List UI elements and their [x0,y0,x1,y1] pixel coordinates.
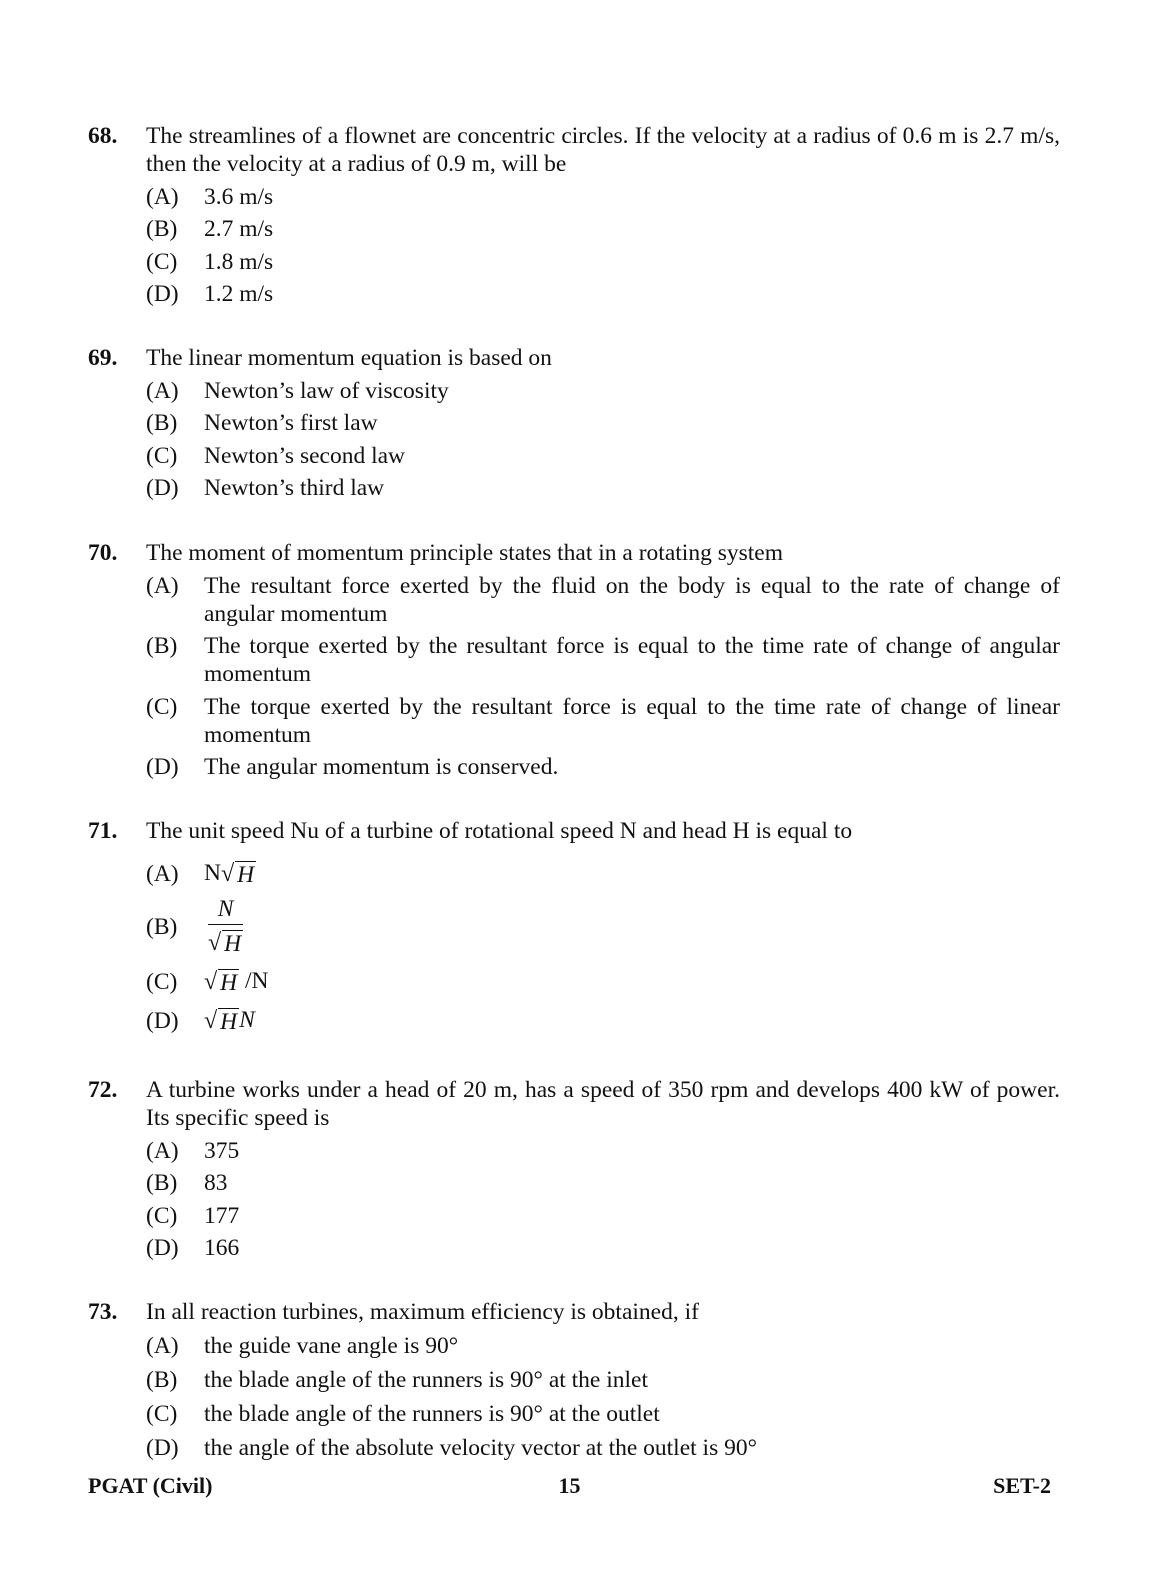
option-c [146,1400,1060,1428]
option-label: (C) [146,248,178,275]
option-c [146,248,1060,276]
option-d [146,1006,1060,1035]
option-text: 1.8 m/s [204,248,274,275]
option-label: (C) [146,442,178,469]
question-number: 69. [88,345,118,371]
square-root: √ H [220,861,255,889]
option-b [146,1366,1060,1394]
option-formula [204,896,1060,957]
option-text: 177 [204,1202,240,1229]
option-label: (C) [146,1401,178,1427]
option-text: Newton’s first law [204,410,378,436]
option-label: (D) [146,1435,179,1461]
question-stem: In all reaction turbines, maximum efficiency is obtained, if [146,1299,699,1325]
option-text: The angular momentum is conserved. [204,754,559,780]
option-b [146,1169,1060,1197]
option-formula [204,1006,1060,1035]
options-list [146,1137,1060,1263]
page-footer [88,1472,1051,1500]
question-number: 71. [88,818,118,844]
option-text: 3.6 m/s [204,183,274,210]
option-label: (D) [146,1007,179,1034]
option-b [146,896,1060,957]
question-stem: The linear momentum equation is based on [146,345,552,371]
question-70 [88,539,1060,781]
question-number: 73. [88,1299,118,1325]
option-a [146,183,1060,211]
option-text: Newton’s second law [204,442,406,469]
option-c [146,693,1060,749]
option-label: (B) [146,913,178,940]
option-label: (A) [146,183,179,210]
option-text: 1.2 m/s [204,281,274,307]
option-text: Newton’s law of viscosity [204,377,449,404]
question-71 [88,817,1060,1035]
formula-suffix: N [239,1007,255,1034]
option-c [146,442,1060,470]
fraction-numerator: N [217,896,234,923]
option-c [146,967,1060,996]
option-b [146,409,1060,437]
question-stem: The streamlines of a flownet are concentric circles. If the velocity at a radius of 0.6 m is 2.7 m/s, then the velocity at a radius of 0.9 m, will be [146,123,1060,177]
option-text: 375 [204,1137,240,1164]
set-code: SET-2 [993,1473,1051,1498]
option-b [146,215,1060,243]
option-b [146,632,1060,688]
options-list [146,572,1060,782]
option-label: (D) [146,1235,179,1261]
option-label: (D) [146,281,179,307]
option-a [146,1332,1060,1360]
option-label: (B) [146,1170,178,1196]
square-root: √ H [204,1008,238,1036]
question-number: 72. [88,1077,118,1103]
option-text: The resultant force exerted by the fluid on the body is equal to the rate of change of angular momentum [204,572,1060,627]
question-stem: The unit speed Nu of a turbine of rotational speed N and head H is equal to [146,818,853,844]
option-formula [204,859,1060,888]
option-label: (B) [146,633,178,659]
option-label: (C) [146,968,178,995]
formula-suffix: /N [245,968,269,995]
fraction-denominator: √ H [208,924,243,957]
options-list [146,183,1060,309]
question-73 [88,1298,1060,1462]
option-text: Newton’s third law [204,475,385,501]
option-text: the blade angle of the runners is 90° at the outlet [204,1401,660,1427]
radicand: H [220,970,238,997]
option-label: (A) [146,572,179,599]
option-text: 83 [204,1170,228,1196]
option-a [146,859,1060,888]
exam-name: PGAT (Civil) [88,1473,213,1498]
radicand: H [224,931,242,958]
option-label: (B) [146,216,178,242]
option-label: (D) [146,754,179,780]
option-text: 166 [204,1235,240,1261]
radicand: H [237,862,255,889]
option-label: (A) [146,860,179,887]
formula-coefficient: N [204,860,221,886]
option-d [146,474,1060,502]
option-c [146,1202,1060,1230]
fraction [204,896,247,957]
options-list [146,377,1060,503]
option-d [146,1434,1060,1462]
question-number: 68. [88,123,118,149]
options-list [146,1332,1060,1462]
option-label: (A) [146,1333,179,1359]
radicand: H [220,1009,238,1036]
question-68 [88,122,1060,308]
option-text: the guide vane angle is 90° [204,1333,459,1359]
option-label: (C) [146,1202,178,1229]
option-text: the blade angle of the runners is 90° at the inlet [204,1367,649,1393]
option-a [146,1137,1060,1165]
option-d [146,1234,1060,1262]
option-d [146,753,1060,781]
option-formula [204,967,1060,996]
square-root: √ H [204,969,238,997]
option-d [146,280,1060,308]
question-72 [88,1076,1060,1262]
option-label: (D) [146,475,179,501]
option-a [146,377,1060,405]
question-number: 70. [88,540,118,566]
option-text: The torque exerted by the resultant force is equal to the time rate of change of linear momentum [204,693,1060,748]
option-text: The torque exerted by the resultant force is equal to the time rate of change of angular momentum [204,633,1060,687]
page-number: 15 [558,1473,581,1498]
option-label: (B) [146,1367,178,1393]
option-label: (A) [146,377,179,404]
option-label: (C) [146,693,178,720]
option-text: 2.7 m/s [204,216,274,242]
option-text: the angle of the absolute velocity vector at the outlet is 90° [204,1435,757,1461]
question-69 [88,344,1060,502]
option-label: (A) [146,1137,179,1164]
question-stem: The moment of momentum principle states that in a rotating system [146,540,783,566]
options-list [146,859,1060,1035]
question-stem: A turbine works under a head of 20 m, has a speed of 350 rpm and develops 400 kW of power. Its specific speed is [146,1077,1060,1131]
option-label: (B) [146,410,178,436]
option-a [146,572,1060,628]
